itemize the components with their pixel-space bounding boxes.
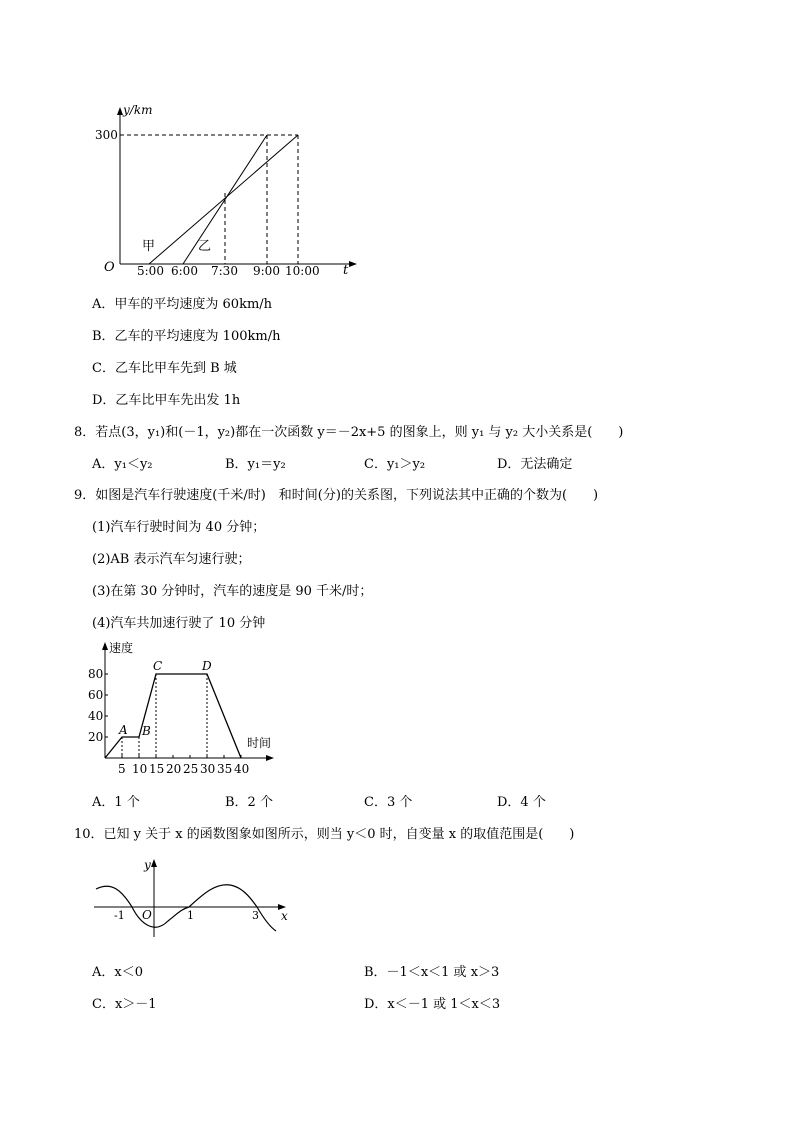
point-d: D [202, 659, 212, 673]
y-axis-label: y/km [123, 103, 153, 117]
function-curve [96, 885, 276, 931]
label-yi: 乙 [198, 239, 212, 254]
point-a: A [119, 723, 128, 737]
x-tick: 7:30 [211, 264, 238, 278]
speed-line [105, 674, 241, 758]
y-tick: 20 [88, 730, 104, 744]
x-tick: 20 [166, 762, 182, 776]
q8-option-a[interactable]: A．y₁＜y₂ [92, 457, 153, 472]
wave-function-graph [92, 855, 297, 940]
x-axis-label: t [343, 263, 349, 278]
y-tick-300: 300 [95, 128, 118, 142]
q10-option-c[interactable]: C．x＞－1 [92, 997, 157, 1012]
x-tick: 5 [118, 762, 126, 776]
x-tick: 9:00 [253, 264, 280, 278]
q9-statement-4: (4)汽车共加速行驶了 10 分钟 [92, 616, 266, 631]
q9-statement-1: (1)汽车行驶时间为 40 分钟； [92, 520, 266, 535]
q8-stem: 8．若点(3，y₁)和(－1，y₂)都在一次函数 y＝－2x+5 的图象上，则 y₁ 与 y₂ 大小关系是( ) [74, 425, 624, 440]
x-tick: -1 [114, 909, 125, 922]
point-c: C [153, 659, 163, 673]
y-axis-label: y [144, 858, 151, 872]
q8-option-c[interactable]: C．y₁＞y₂ [364, 457, 426, 472]
q7-option-d[interactable]: D．乙车比甲车先出发 1h [92, 393, 241, 408]
point-b: B [142, 724, 151, 738]
line-jia [149, 135, 298, 264]
q9-stem: 9．如图是汽车行驶速度(千米/时) 和时间(分)的关系图，下列说法其中正确的个数为( ) [74, 488, 599, 503]
x-tick: 1 [187, 909, 194, 922]
y-tick: 60 [88, 688, 104, 702]
x-tick: 3 [252, 909, 259, 922]
x-tick: 35 [217, 762, 233, 776]
origin-label: O [142, 908, 152, 922]
q9-option-d[interactable]: D．4 个 [497, 795, 546, 810]
q10-stem: 10．已知 y 关于 x 的函数图象如图所示，则当 y＜0 时，自变量 x 的取值范围是( ) [74, 827, 575, 842]
q10-option-a[interactable]: A．x＜0 [92, 965, 143, 980]
x-tick: 10:00 [285, 264, 320, 278]
x-tick: 10 [132, 762, 148, 776]
q9-option-a[interactable]: A．1 个 [92, 795, 140, 810]
q9-option-c[interactable]: C．3 个 [364, 795, 413, 810]
q9-statement-2: (2)AB 表示汽车匀速行驶； [92, 552, 251, 567]
origin-label: O [104, 260, 115, 275]
x-tick: 5:00 [137, 264, 164, 278]
travel-distance-graph [95, 95, 370, 285]
x-axis-label: x [281, 909, 288, 923]
q10-option-d[interactable]: D．x＜－1 或 1＜x＜3 [364, 997, 501, 1012]
y-tick: 80 [88, 667, 104, 681]
q9-statement-3: (3)在第 30 分钟时，汽车的速度是 90 千米/时； [92, 584, 373, 599]
label-jia: 甲 [142, 239, 156, 254]
x-tick: 6:00 [171, 264, 198, 278]
q8-option-d[interactable]: D．无法确定 [497, 457, 573, 472]
x-tick: 25 [183, 762, 199, 776]
q7-option-c[interactable]: C．乙车比甲车先到 B 城 [92, 361, 237, 376]
speed-time-graph [85, 640, 285, 780]
q8-option-b[interactable]: B．y₁＝y₂ [225, 457, 286, 472]
q7-option-a[interactable]: A．甲车的平均速度为 60km/h [92, 297, 273, 312]
q7-option-b[interactable]: B．乙车的平均速度为 100km/h [92, 329, 281, 344]
x-tick: 40 [234, 762, 250, 776]
q9-option-b[interactable]: B．2 个 [225, 795, 273, 810]
x-axis-label: 时间 [247, 736, 272, 750]
y-tick: 40 [88, 709, 104, 723]
y-axis-label: 速度 [109, 641, 134, 655]
x-tick: 30 [200, 762, 216, 776]
x-tick: 15 [149, 762, 165, 776]
q10-option-b[interactable]: B．－1＜x＜1 或 x＞3 [364, 965, 500, 980]
